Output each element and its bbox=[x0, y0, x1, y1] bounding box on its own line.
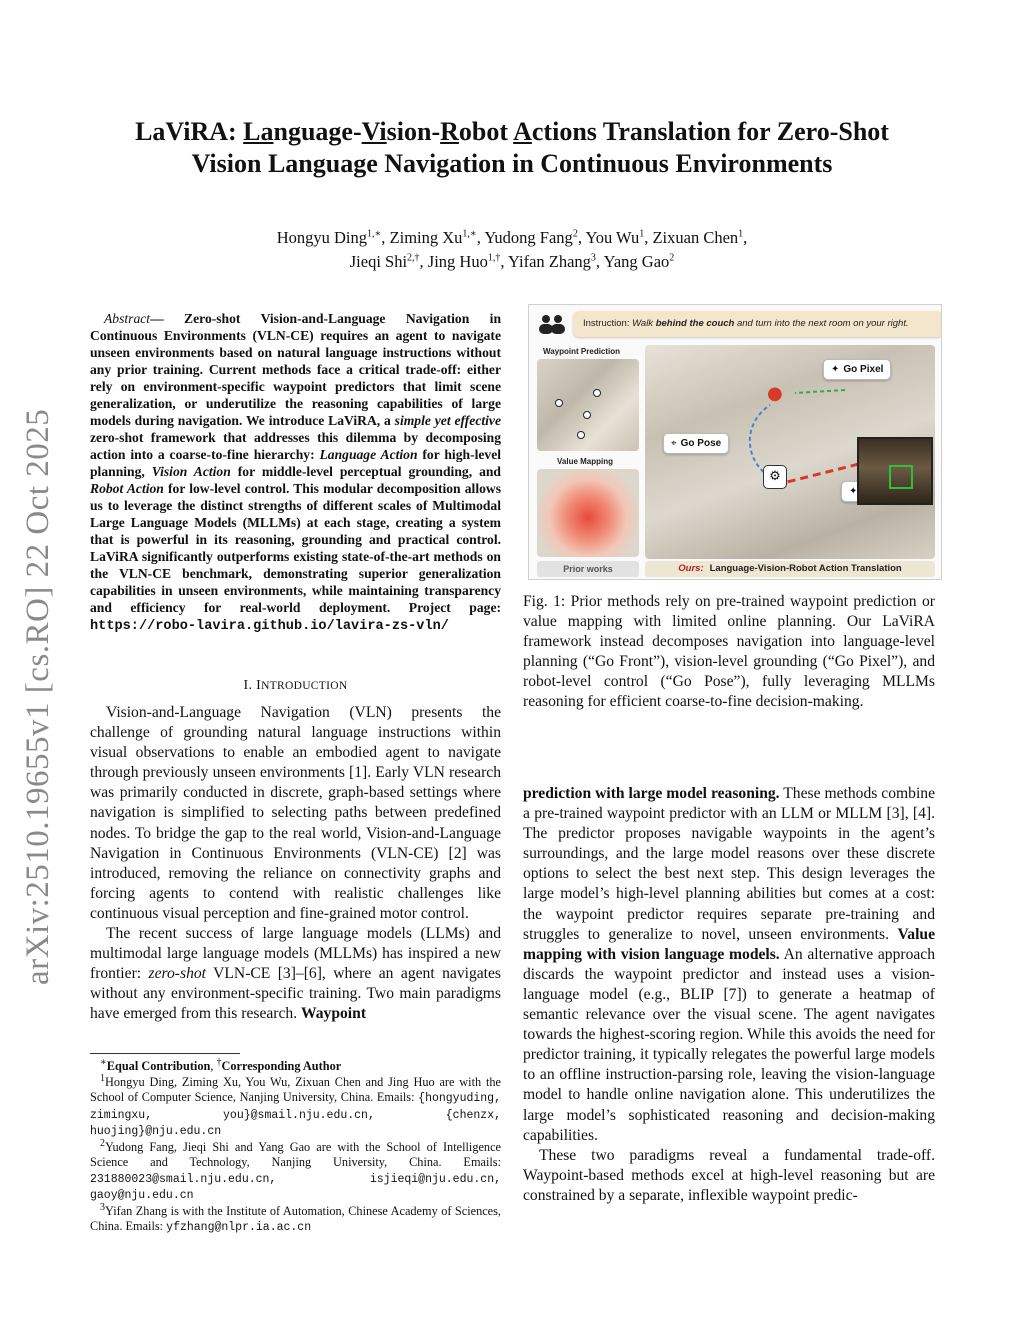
ours-panel bbox=[645, 345, 935, 559]
author-name: Yudong Fang bbox=[484, 228, 573, 247]
author-affiliation: 1,† bbox=[487, 252, 501, 264]
sparkle-icon: ✦ bbox=[849, 486, 858, 497]
right-paragraph-2: These two paradigms reveal a fundamental trade-off. Waypoint-based methods excel at high-level reasoning but are constrained by a separate, inflexible waypoint predic- bbox=[523, 1146, 935, 1204]
waypoint-prediction-label: Waypoint Prediction bbox=[543, 347, 621, 356]
author-name: Jieqi Shi bbox=[349, 252, 408, 271]
first-person-view-inset bbox=[857, 437, 933, 505]
author-affiliation: 1,∗ bbox=[462, 228, 477, 240]
footnotes bbox=[90, 1056, 501, 1236]
location-pin-icon: ● bbox=[767, 383, 783, 404]
author-name: Hongyu Ding bbox=[276, 228, 367, 247]
go-pose-tag: ⌖ Go Pose bbox=[663, 433, 729, 454]
prior-works-caption: Prior works bbox=[537, 561, 639, 577]
footnote-1: $^1$Hongyu Ding, Ziming Xu, You Wu, Zixuan Chen and Jing Huo are with the School of Computer Science, Nanjing University, China. Emails: {hongyuding, zimingxu, you}@smail.nju.edu.cn, {chenzx, huojing}@nju.edu.cn bbox=[90, 1072, 501, 1138]
sparkle-icon: ✦ bbox=[831, 364, 840, 375]
author-name: Yifan Zhang bbox=[507, 252, 591, 271]
right-column-text bbox=[523, 784, 935, 1206]
figure-1 bbox=[528, 304, 942, 580]
waypoint-node bbox=[555, 399, 563, 407]
author-affiliation: 2 bbox=[669, 252, 675, 264]
figure-1-caption: Fig. 1: Prior methods rely on pre-trained waypoint prediction or value mapping with limited online planning. Our LaViRA framework instead decomposes navigation into language-level planning (“Go Front”), vision-level grounding (“Go Pixel”), and robot-level control (“Go Pose”), fully leveraging MLLMs reasoning for efficient coarse-to-fine decision-making. bbox=[523, 593, 935, 711]
footnote-2: $^2$Yudong Fang, Jieqi Shi and Yang Gao are with the School of Intelligence Science and Technology, Nanjing University, China. Emails: 231880023@smail.nju.edu.cn, isjieqi@nju.edu.cn, gaoy@nju.edu.cn bbox=[90, 1137, 501, 1202]
author-affiliation: 1 bbox=[738, 228, 744, 240]
map-pin-icon: ⌖ bbox=[671, 438, 677, 449]
author-name: Zixuan Chen bbox=[652, 228, 739, 247]
arxiv-identifier: arXiv:2510.19655v1 [cs.RO] 22 Oct 2025 bbox=[20, 408, 56, 985]
intro-paragraph-1: Vision-and-Language Navigation (VLN) presents the challenge of grounding natural language instructions within visual observations to enable an embodied agent to navigate through previously unseen environments [1]. Early VLN research was primarily conducted in discrete, graph-based settings where navigation is simplified to selecting paths between predefined nodes. To bridge the gap to the real world, Vision-and-Language Navigation in Continuous Environments (VLN-CE) [2] was introduced, removing the reliance on connectivity graphs and forcing agents to contend with realistic challenges like continuous visual perception and fine-grained motor control. bbox=[90, 704, 501, 922]
people-icon bbox=[537, 313, 567, 335]
author-name: Ziming Xu bbox=[389, 228, 463, 247]
value-mapping-label: Value Mapping bbox=[557, 457, 614, 466]
author-affiliation: 2 bbox=[572, 228, 578, 240]
footnote-3: $^3$Yifan Zhang is with the Institute of Automation, Chinese Academy of Sciences, China. Emails: yfzhang@nlpr.ia.ac.cn bbox=[90, 1201, 501, 1234]
value-heatmap bbox=[537, 469, 639, 557]
author-name: You Wu bbox=[585, 228, 640, 247]
author-list bbox=[140, 226, 884, 274]
paper-title: LaViRA: Language-Vision-Robot Actions Translation for Zero-Shot Vision Language Navigation in Continuous Environments bbox=[135, 117, 889, 178]
project-page-link[interactable]: https://robo-lavira.github.io/lavira-zs-vln/ bbox=[90, 619, 449, 634]
waypoint-node bbox=[577, 431, 585, 439]
robot-icon: ⚙ bbox=[763, 465, 787, 489]
waypoint-node bbox=[593, 389, 601, 397]
ours-caption: Ours: Language-Vision-Robot Action Translation bbox=[645, 561, 935, 577]
target-bounding-box bbox=[889, 465, 913, 489]
author-line-2: Jieqi Shi$^{2,\dagger}$, Jing Huo$^{1,\dagger}$, Yifan Zhang$^3$, Yang Gao$^2$ bbox=[349, 252, 675, 271]
author-name: Jing Huo bbox=[427, 252, 488, 271]
author-affiliation: 1 bbox=[639, 228, 645, 240]
go-pixel-tag: ✦ Go Pixel bbox=[823, 359, 891, 380]
waypoint-node bbox=[583, 411, 591, 419]
author-name: Yang Gao bbox=[603, 252, 670, 271]
instruction-bar: Instruction: Walk behind the couch and turn into the next room on your right. bbox=[573, 311, 942, 337]
author-affiliation: 1,∗ bbox=[366, 228, 382, 240]
introduction-text bbox=[90, 703, 501, 1025]
right-paragraph-1: prediction with large model reasoning. These methods combine a pre-trained waypoint predictor with an LLM or MLLM [3], [4]. The predictor proposes navigable waypoints in the agent’s surroundings, and the large model reasons over these discrete options to select the best next step. This design leverages the large model’s high-level planning abilities but comes at a cost: the waypoint predictor requires separate pre-training and struggles to generalize to novel, unseen environments. Value mapping with vision language models. An alternative approach discards the waypoint predictor and instead uses a vision-language model (e.g., BLIP [7]) to generate a heatmap of semantic relevance over the visual scene. The agent navigates towards the highest-scoring region. While this avoids the need for predictor training, it typically relegates the powerful large models to an offline instruction-parsing role, leaving the vision-language model to handle online navigation alone. This underutilizes the large model’s sophisticated reasoning and decision-making capabilities. bbox=[523, 785, 936, 1144]
author-line-1: Hongyu Ding$^{1,∗}$, Ziming $Xu^{1,∗}$, Yudong Fang$^2$, You Wu$^1$, Zixuan Chen$^1$, bbox=[276, 228, 748, 247]
intro-paragraph-2: The recent success of large language models (LLMs) and multimodal large language models (MLLMs) has inspired a new frontier: zero-shot VLN-CE [3]–[6], where an agent navigates without any environment-specific training. Two main paradigms have emerged from this research. Waypoint bbox=[90, 925, 501, 1023]
author-affiliation: 3 bbox=[590, 252, 596, 264]
author-affiliation: 2,† bbox=[407, 252, 420, 264]
footnote-divider bbox=[90, 1053, 240, 1054]
section-heading-introduction: I. INTRODUCTION bbox=[243, 678, 348, 693]
waypoint-map bbox=[537, 359, 639, 451]
footnote-contribution: ∗Equal Contribution, †Corresponding Author bbox=[100, 1056, 342, 1073]
abstract: Abstract— Zero-shot Vision-and-Language Navigation in Continuous Environments (VLN-CE) requires an agent to navigate unseen environments based on natural language instructions without any prior training. Current methods face a critical trade-off: either rely on environment-specific waypoint predictors that limit scene generalization, or underutilize the reasoning capabilities of large models during navigation. We introduce LaViRA, a simple yet effective zero-shot framework that addresses this dilemma by decomposing action into a coarse-to-fine hierarchy: Language Action for high-level planning, Vision Action for middle-level perceptual grounding, and Robot Action for low-level control. This modular decomposition allows us to leverage the distinct strengths of different scales of Multimodal Large Language Models (MLLMs) at each stage, creating a system that is powerful in its reasoning, grounding and practical control. LaViRA significantly outperforms existing state-of-the-art methods on the VLN-CE benchmark, demonstrating superior generalization capabilities in unseen environments, while maintaining transparency and efficiency for real-world deployment. Project page: https://robo-lavira.github.io/lavira-zs-vln/ bbox=[90, 311, 502, 634]
prior-works-panel bbox=[535, 345, 641, 575]
